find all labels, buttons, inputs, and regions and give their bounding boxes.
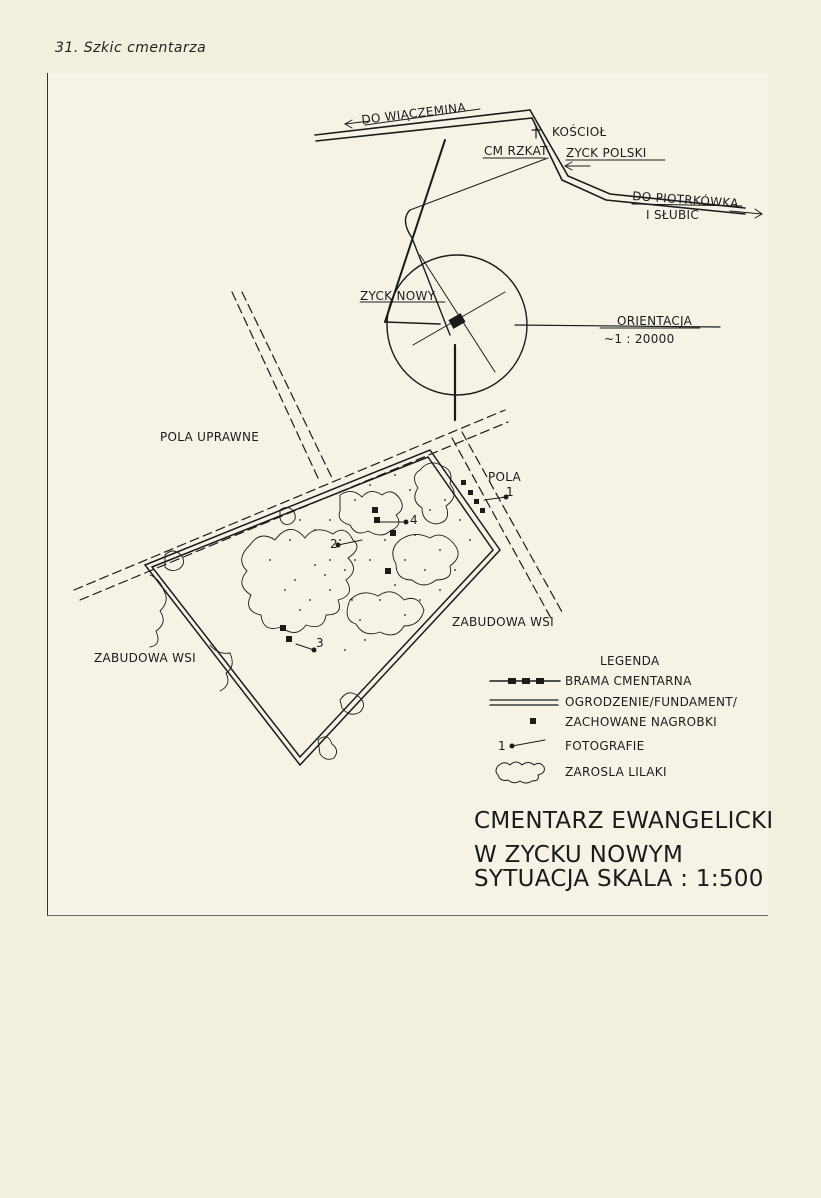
field-boundary-dashed [74, 292, 562, 620]
legend-grave-icon [530, 718, 536, 724]
map-title-line-2: W ZYCKU NOWYM [474, 842, 684, 868]
label-zyck-polski: ZYCK POLSKI [566, 146, 647, 160]
label-orientation-scale: ~1 : 20000 [604, 332, 675, 346]
cemetery-fence [145, 450, 500, 765]
cemetery-location-icon [448, 313, 465, 329]
legend-label-graves: ZACHOWANE NAGROBKI [565, 715, 717, 729]
legend-photo-icon [510, 740, 545, 748]
legend-gate-icon [490, 678, 560, 684]
legend-bushes-icon [496, 762, 544, 783]
road-label-do-wiaczemina: DO WIĄCZEMINA [360, 100, 467, 127]
photo-number-3: 3 [316, 636, 324, 650]
label-zabudowa-wsi-right: ZABUDOWA WSI [452, 615, 554, 629]
label-kosciol: KOŚCIOŁ [552, 125, 607, 139]
legend-label-fence: OGRODZENIE/FUNDAMENT/ [565, 695, 738, 709]
legend-label-gate: BRAMA CMENTARNA [565, 674, 692, 688]
label-pola-uprawne: POLA UPRAWNE [160, 430, 260, 444]
legend-fence-icon [490, 700, 558, 705]
legend-label-photos: FOTOGRAFIE [565, 739, 645, 753]
vegetation-dots [269, 474, 471, 651]
legend-photo-number: 1 [498, 739, 506, 753]
legend-heading: LEGENDA [600, 654, 660, 668]
label-zyck-nowy: ZYCK NOWY [360, 289, 436, 303]
label-zabudowa-wsi-left: ZABUDOWA WSI [94, 651, 196, 665]
label-cemetery-rzkat: CM RZKAT [484, 144, 548, 158]
cemetery-gate-icon [461, 480, 485, 513]
figure-caption: 31. Szkic cmentarza [55, 40, 207, 56]
photo-number-2: 2 [330, 537, 338, 551]
road-label-i-slubic: I SŁUBIC [646, 208, 700, 222]
road-label-do-piotrkowka: DO PIOTRKÓWKA [631, 189, 740, 211]
map-title-line-3: SYTUACJA SKALA : 1:500 [474, 866, 764, 892]
legend-label-bushes: ZAROSLA LILAKI [565, 765, 667, 779]
label-orientacja: ORIENTACJA [617, 314, 693, 328]
photo-number-4: 4 [410, 513, 418, 527]
photo-number-1: 1 [506, 485, 514, 499]
gravestones [280, 507, 396, 642]
label-pola: POLA [488, 470, 522, 484]
map-title-line-1: CMENTARZ EWANGELICKI [474, 808, 774, 834]
